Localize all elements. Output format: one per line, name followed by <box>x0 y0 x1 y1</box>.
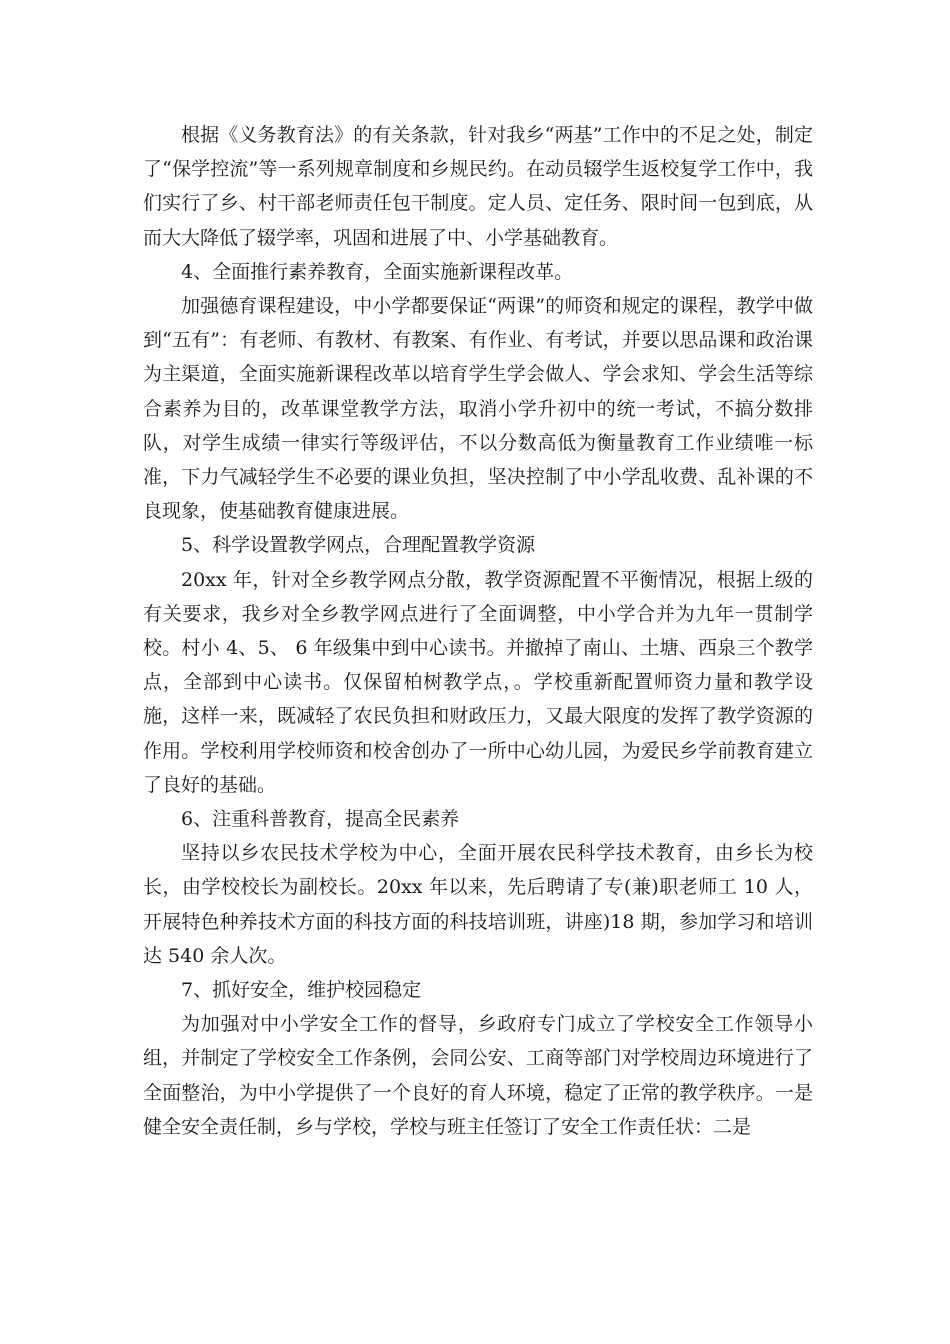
document-body <box>143 118 813 1144</box>
body-paragraph: 20xx 年，针对全乡教学网点分散，教学资源配置不平衡情况，根据上级的有关要求，我乡对全乡教学网点进行了全面调整，中小学合并为九年一贯制学校。村小 4、5、 6 年级集中到中心读书。并撤掉了南山、土塘、西泉三个教学点，全部到中心读书。仅保留柏树教学点，。学校重新配置师资力量和教学设施，这样一来，既减轻了农民负担和财政压力，又最大限度的发挥了教学资源的作用。学校利用学校师资和校舍创办了一所中心幼儿园，为爱民乡学前教育建立了良好的基础。 <box>143 568 813 796</box>
section-heading: 6、注重科普教育，提高全民素养 <box>181 808 460 831</box>
body-paragraph: 加强德育课程建设，中小学都要保证“两课”的师资和规定的课程，教学中做到“五有”：有老师、有教材、有教案、有作业、有考试，并要以思品课和政治课为主渠道，全面实施新课程改革以培育学生学会做人、学会求知、学会生活等综合素养为目的，改革课堂教学方法，取消小学升初中的统一考试，不搞分数排队，对学生成绩一律实行等级评估，不以分数高低为衡量教育工作业绩唯一标准，下力气减轻学生不必要的课业负担，坚决控制了中小学乱收费、乱补课的不良现象，使基础教育健康进展。 <box>143 295 813 523</box>
section-heading: 4、全面推行素养教育，全面实施新课程改革。 <box>181 260 574 283</box>
body-paragraph: 根据《义务教育法》的有关条款，针对我乡“两基”工作中的不足之处，制定了“保学控流”等一系列规章制度和乡规民约。在动员辍学生返校复学工作中，我们实行了乡、村干部老师责任包干制度。定人员、定任务、限时间一包到底，从而大大降低了辍学率，巩固和进展了中、小学基础教育。 <box>143 124 813 249</box>
body-paragraph: 坚持以乡农民技术学校为中心，全面开展农民科学技术教育，由乡长为校长，由学校校长为副校长。20xx 年以来，先后聘请了专(兼)职老师工 10 人，开展特色种养技术方面的科技方面的科技培训班，讲座)18 期，参加学习和培训达 540 余人次。 <box>143 842 813 967</box>
section-heading: 5、科学设置教学网点，合理配置教学资源 <box>181 534 536 557</box>
body-paragraph: 为加强对中小学安全工作的督导，乡政府专门成立了学校安全工作领导小组，并制定了学校安全工作条例，会同公安、工商等部门对学校周边环境进行了全面整治，为中小学提供了一个良好的育人环境，稳定了正常的教学秩序。一是健全安全责任制，乡与学校，学校与班主任签订了安全工作责任状：二是 <box>143 1013 813 1138</box>
section-heading: 7、抓好安全，维护校园稳定 <box>181 979 422 1002</box>
